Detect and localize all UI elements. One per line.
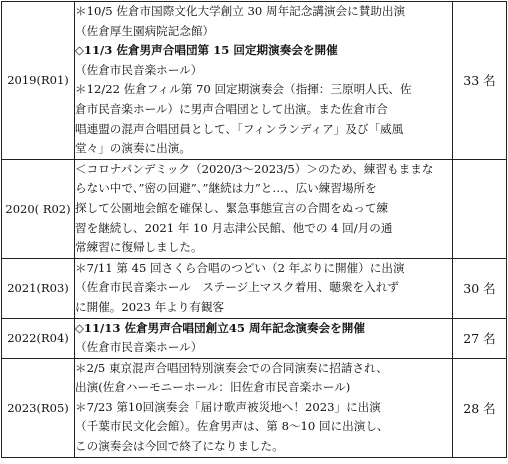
- activity-line: ＊7/23 第10回演奏会「届け歌声被災地へ！2023」に出演: [75, 399, 381, 414]
- member-count-cell: 33 名: [453, 2, 507, 160]
- concert-headline: ◇11/13 佐倉男声合唱団創立45 周年記念演奏会を開催: [75, 320, 365, 335]
- concert-headline: ◇11/3 佐倉男声合唱団第 15 回定期演奏会を開催: [75, 43, 338, 58]
- year-cell: 2021(R03): [2, 258, 75, 318]
- table-row: [2, 2, 507, 160]
- activity-line: ＊2/5 東京混声合唱団特別演奏会での合同演奏に招請され、: [75, 360, 388, 375]
- activity-line: （佐倉厚生園病院記念館）: [75, 23, 215, 38]
- activity-line: ＊10/5 佐倉市国際文化大学創立 30 周年記念講演会に賛助出演: [75, 4, 406, 18]
- activity-line: らない中で、”密の回避”、”継続は力”と…、広い練習場所を: [75, 181, 377, 196]
- activity-line: 倉市民音楽ホール）に男声合唱団として出演。また佐倉市合: [75, 101, 388, 116]
- year-cell: 2023(R05): [2, 358, 75, 457]
- activity-line: （千葉市民文化会館）。佐倉男声は、第 8～10 回に出演し、: [75, 419, 389, 434]
- activity-cell: [75, 258, 453, 318]
- history-table: [1, 1, 507, 458]
- activity-cell: [75, 159, 453, 258]
- history-table-body: [2, 2, 507, 458]
- activity-line: （佐倉市民音楽ホール）: [75, 340, 203, 355]
- table-row: [2, 318, 507, 358]
- table-row: [2, 159, 507, 258]
- table-row: [2, 358, 507, 457]
- activity-line: ＊12/22 佐倉フィル第 70 回定期演奏会（指揮：三原明人氏、佐: [75, 82, 412, 97]
- activity-line: この演奏会は今回で終了になりました。: [75, 439, 284, 454]
- activity-line: （佐倉市民音楽ホール ステージ上マスク着用、聴衆を入れず: [75, 280, 399, 295]
- year-cell: 2019(R01): [2, 2, 75, 160]
- activity-line: （佐倉市民音楽ホール）: [75, 62, 203, 77]
- year-cell: 2022(R04): [2, 318, 75, 358]
- activity-line: 唱連盟の混声合唱団員として、「フィンランディア」及び「威風: [75, 121, 404, 136]
- activity-line: に開催。2023 年より有観客: [75, 299, 225, 314]
- member-count-cell: [453, 159, 507, 258]
- activity-line: 探して公園地会館を確保し、緊急事態宣言の合間をぬって練: [75, 200, 389, 215]
- member-count-cell: 27 名: [453, 318, 507, 358]
- activity-line: 出演(佐倉ハーモニーホール：旧佐倉市民音楽ホール): [75, 380, 351, 395]
- activity-line: 常練習に復帰しました。: [75, 240, 203, 255]
- activity-line: 習を継続し、2021 年 10 月志津公民館、他での 4 回/月の通: [75, 220, 393, 235]
- activity-line: 堂々」の演奏に出演。: [75, 141, 191, 156]
- member-count-cell: 30 名: [453, 258, 507, 318]
- activity-line: ＜コロナパンデミック（2020/3～2023/5）＞のため、練習もままな: [75, 161, 434, 176]
- activity-cell: [75, 2, 453, 160]
- activity-cell: [75, 358, 453, 457]
- activity-line: ＊7/11 第 45 回さくら合唱のつどい（2 年ぶりに開催）に出演: [75, 260, 405, 275]
- table-row: [2, 258, 507, 318]
- activity-cell: [75, 318, 453, 358]
- year-cell: 2020( R02): [2, 159, 75, 258]
- member-count-cell: 28 名: [453, 358, 507, 457]
